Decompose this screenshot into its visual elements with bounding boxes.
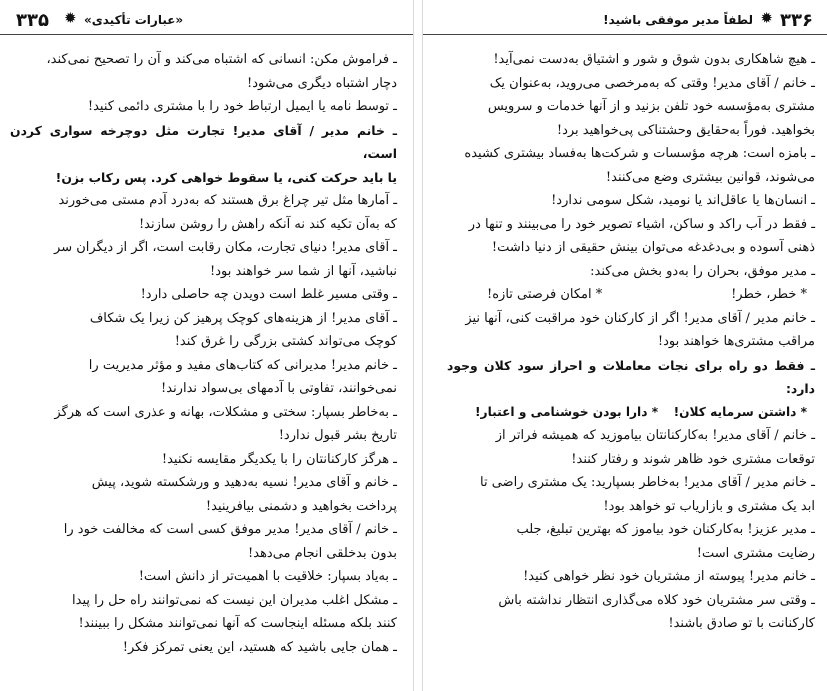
text-line: مشتری به‌مؤسسه خود تلفن بزنید و از آنها خدمات و سرویس — [487, 99, 815, 114]
right-page-header-title: لطفاً مدیر موفقی باشید! — [603, 13, 753, 27]
text-line: ابد یک مشتری و بازاریاب تو خواهد بود! — [603, 498, 815, 514]
text-line: ـ هرگز کارکنانتان را با یکدیگر مقایسه نکنید! — [161, 451, 397, 467]
text-line: ـ بامزه است: هرچه مؤسسات و شرکت‌ها به‌فساد بیشتری کشیده — [464, 146, 815, 161]
bullet-pair — [447, 283, 815, 307]
text-line: ـ وقتی مسیر غلط است دویدن چه حاصلی دارد! — [140, 287, 397, 302]
text-line: ـ آقای مدیر! از هزینه‌های کوچک پرهیز کن زیرا یک شکاف — [89, 310, 397, 326]
text-line: که به‌آن تکیه کند نه آنکه راهش را روشن سازند! — [138, 216, 397, 232]
header-rule — [423, 34, 827, 35]
text-line: مراقب مشتری‌ها خواهند بود! — [657, 334, 815, 349]
header-rule — [0, 34, 413, 35]
text-line: نمی‌خوانند، تفاوتی با آدمهای بی‌سواد ندارند! — [161, 381, 397, 396]
bullet-item: * دارا بودن خوشنامی و اعتبار! — [475, 404, 659, 419]
text-line: ـ آقای مدیر! دنیای تجارت، مکان رقابت است، اگر از دیگران سر — [54, 240, 397, 255]
right-page-header — [423, 0, 827, 38]
left-page-header-title: «عبارات تأکیدی» — [84, 13, 184, 27]
bullet-pair-bold — [447, 401, 815, 425]
text-line: توقعات مشتری خود ظاهر شوند و رفتار کنند! — [571, 451, 815, 467]
text-line: رضایت مشتری است! — [696, 545, 815, 561]
text-line: ـ خانم مدیر / آقای مدیر! به‌خاطر بسپارید: یک مشتری راضی تا — [480, 475, 815, 490]
right-page — [422, 0, 827, 691]
text-line: ـ آمارها مثل تیر چراغ برق هستند که به‌درد آدم مستی می‌خورند — [58, 193, 397, 208]
text-line: بخواهید. فوراً به‌حقایق وحشتناکی پی‌خواهید برد! — [556, 122, 815, 138]
text-line: تاریخ بشر قبول ندارد! — [278, 428, 397, 443]
text-line-bold: یا باید حرکت کنی، یا سقوط خواهی کرد. پس رکاب بزن! — [55, 169, 397, 185]
left-page-header — [0, 0, 413, 38]
text-line: ـ فقط در آب راکد و ساکن، اشیاء تصویر خود را می‌بینند و تنها در — [468, 216, 815, 232]
text-line: ـ وقتی سر مشتریان خود کلاه می‌گذاری انتظار نداشته باش — [498, 592, 815, 608]
right-page-number: ۳۳۶ — [780, 10, 813, 31]
text-line: ـ مدیر موفق، بحران را به‌دو بخش می‌کند: — [590, 263, 815, 279]
text-line: ـ هیچ شاهکاری بدون شوق و شور و اشتیاق به‌دست نمی‌آید! — [493, 52, 815, 67]
text-line-bold: ـ فقط دو راه برای نجات معاملات و احراز سود کلان وجود دارد: — [447, 357, 815, 396]
text-line: ـ مشکل اغلب مدیران این نیست که نمی‌توانند راه حل را پیدا — [72, 592, 397, 608]
bullet-item: * خطر، خطر! — [731, 287, 807, 302]
text-line: پرداخت بخواهید و دشمنی بیافرینید! — [205, 498, 397, 514]
text-line: ذهنی آسوده و بی‌دغدغه می‌توان بینش حقیقی از دنیا داشت! — [491, 240, 815, 255]
text-line: دچار اشتباه دیگری می‌شود! — [247, 75, 397, 91]
text-line: ـ به‌یاد بسپار: خلاقیت با اهمیت‌تر از دانش است! — [138, 569, 397, 584]
text-line: کارکنانت با تو صادق باشند! — [668, 616, 815, 631]
text-line: ـ خانم / آقای مدیر! وقتی که به‌مرخصی می‌روید، به‌عنوان یک — [489, 75, 815, 91]
text-line: کوچک می‌تواند کشتی بزرگی را غرق کند! — [174, 334, 397, 349]
text-line: ـ خانم مدیر / آقای مدیر! اگر از کارکنان خود مراقبت کنی، آنها نیز — [465, 310, 815, 326]
text-line: ـ خانم مدیر! مدیرانی که کتاب‌های مفید و مؤثر مدیریت را — [88, 357, 397, 373]
text-line: ـ مدیر عزیز! به‌کارکنان خود بیاموز که بهترین تبلیغ، جلب — [516, 522, 815, 537]
bullet-item: * داشتن سرمایه کلان! — [673, 404, 807, 419]
left-page-body — [10, 48, 397, 659]
text-line: ـ خانم / آقای مدیر! به‌کارکنانتان بیاموزید که همیشه فراتر از — [495, 428, 815, 443]
text-line: ـ انسان‌ها یا عاقل‌اند یا نومید، شکل سومی ندارد! — [551, 193, 815, 208]
text-line: می‌شوند، قوانین بیشتری وضع می‌کنند! — [605, 169, 815, 185]
text-line: کنند بلکه مسئله اینجاست که آنها نمی‌توانند مشکل را ببینند! — [78, 616, 397, 631]
text-line: بدون بدخلقی انجام می‌دهد! — [248, 545, 397, 561]
bullet-item: * امکان فرصتی تازه! — [487, 287, 603, 302]
text-line: ـ توسط نامه یا ایمیل ارتباط خود را با مشتری دائمی کنید! — [87, 99, 397, 114]
text-line: ـ فراموش مکن: انسانی که اشتباه می‌کند و آن را تصحیح نمی‌کند، — [46, 52, 397, 67]
text-line: نباشید، آنها از شما سر خواهند بود! — [210, 263, 397, 279]
text-line-bold: ـ خانم مدیر / آقای مدیر! تجارت مثل دوچرخه سواری کردن است، — [10, 122, 397, 161]
text-line: ـ خانم مدیر! پیوسته از مشتریان خود نظر خواهی کنید! — [523, 569, 815, 584]
text-line: ـ خانم / آقای مدیر! مدیر موفق کسی است که مخالفت خود را — [63, 522, 397, 537]
text-line: ـ خانم و آقای مدیر! نسیه به‌دهید و ورشکسته شوید، پیش — [91, 475, 397, 490]
sunburst-ornament-icon: ✹ — [64, 9, 77, 27]
text-line: ـ به‌خاطر بسپار: سختی و مشکلات، بهانه و عذری است که هرگز — [54, 404, 397, 420]
text-line: ـ همان جایی باشید که هستید، این یعنی تمرکز فکر! — [122, 639, 397, 655]
sunburst-ornament-icon: ✹ — [760, 9, 773, 27]
right-page-body — [447, 48, 815, 636]
left-page-number: ۳۳۵ — [16, 10, 49, 31]
